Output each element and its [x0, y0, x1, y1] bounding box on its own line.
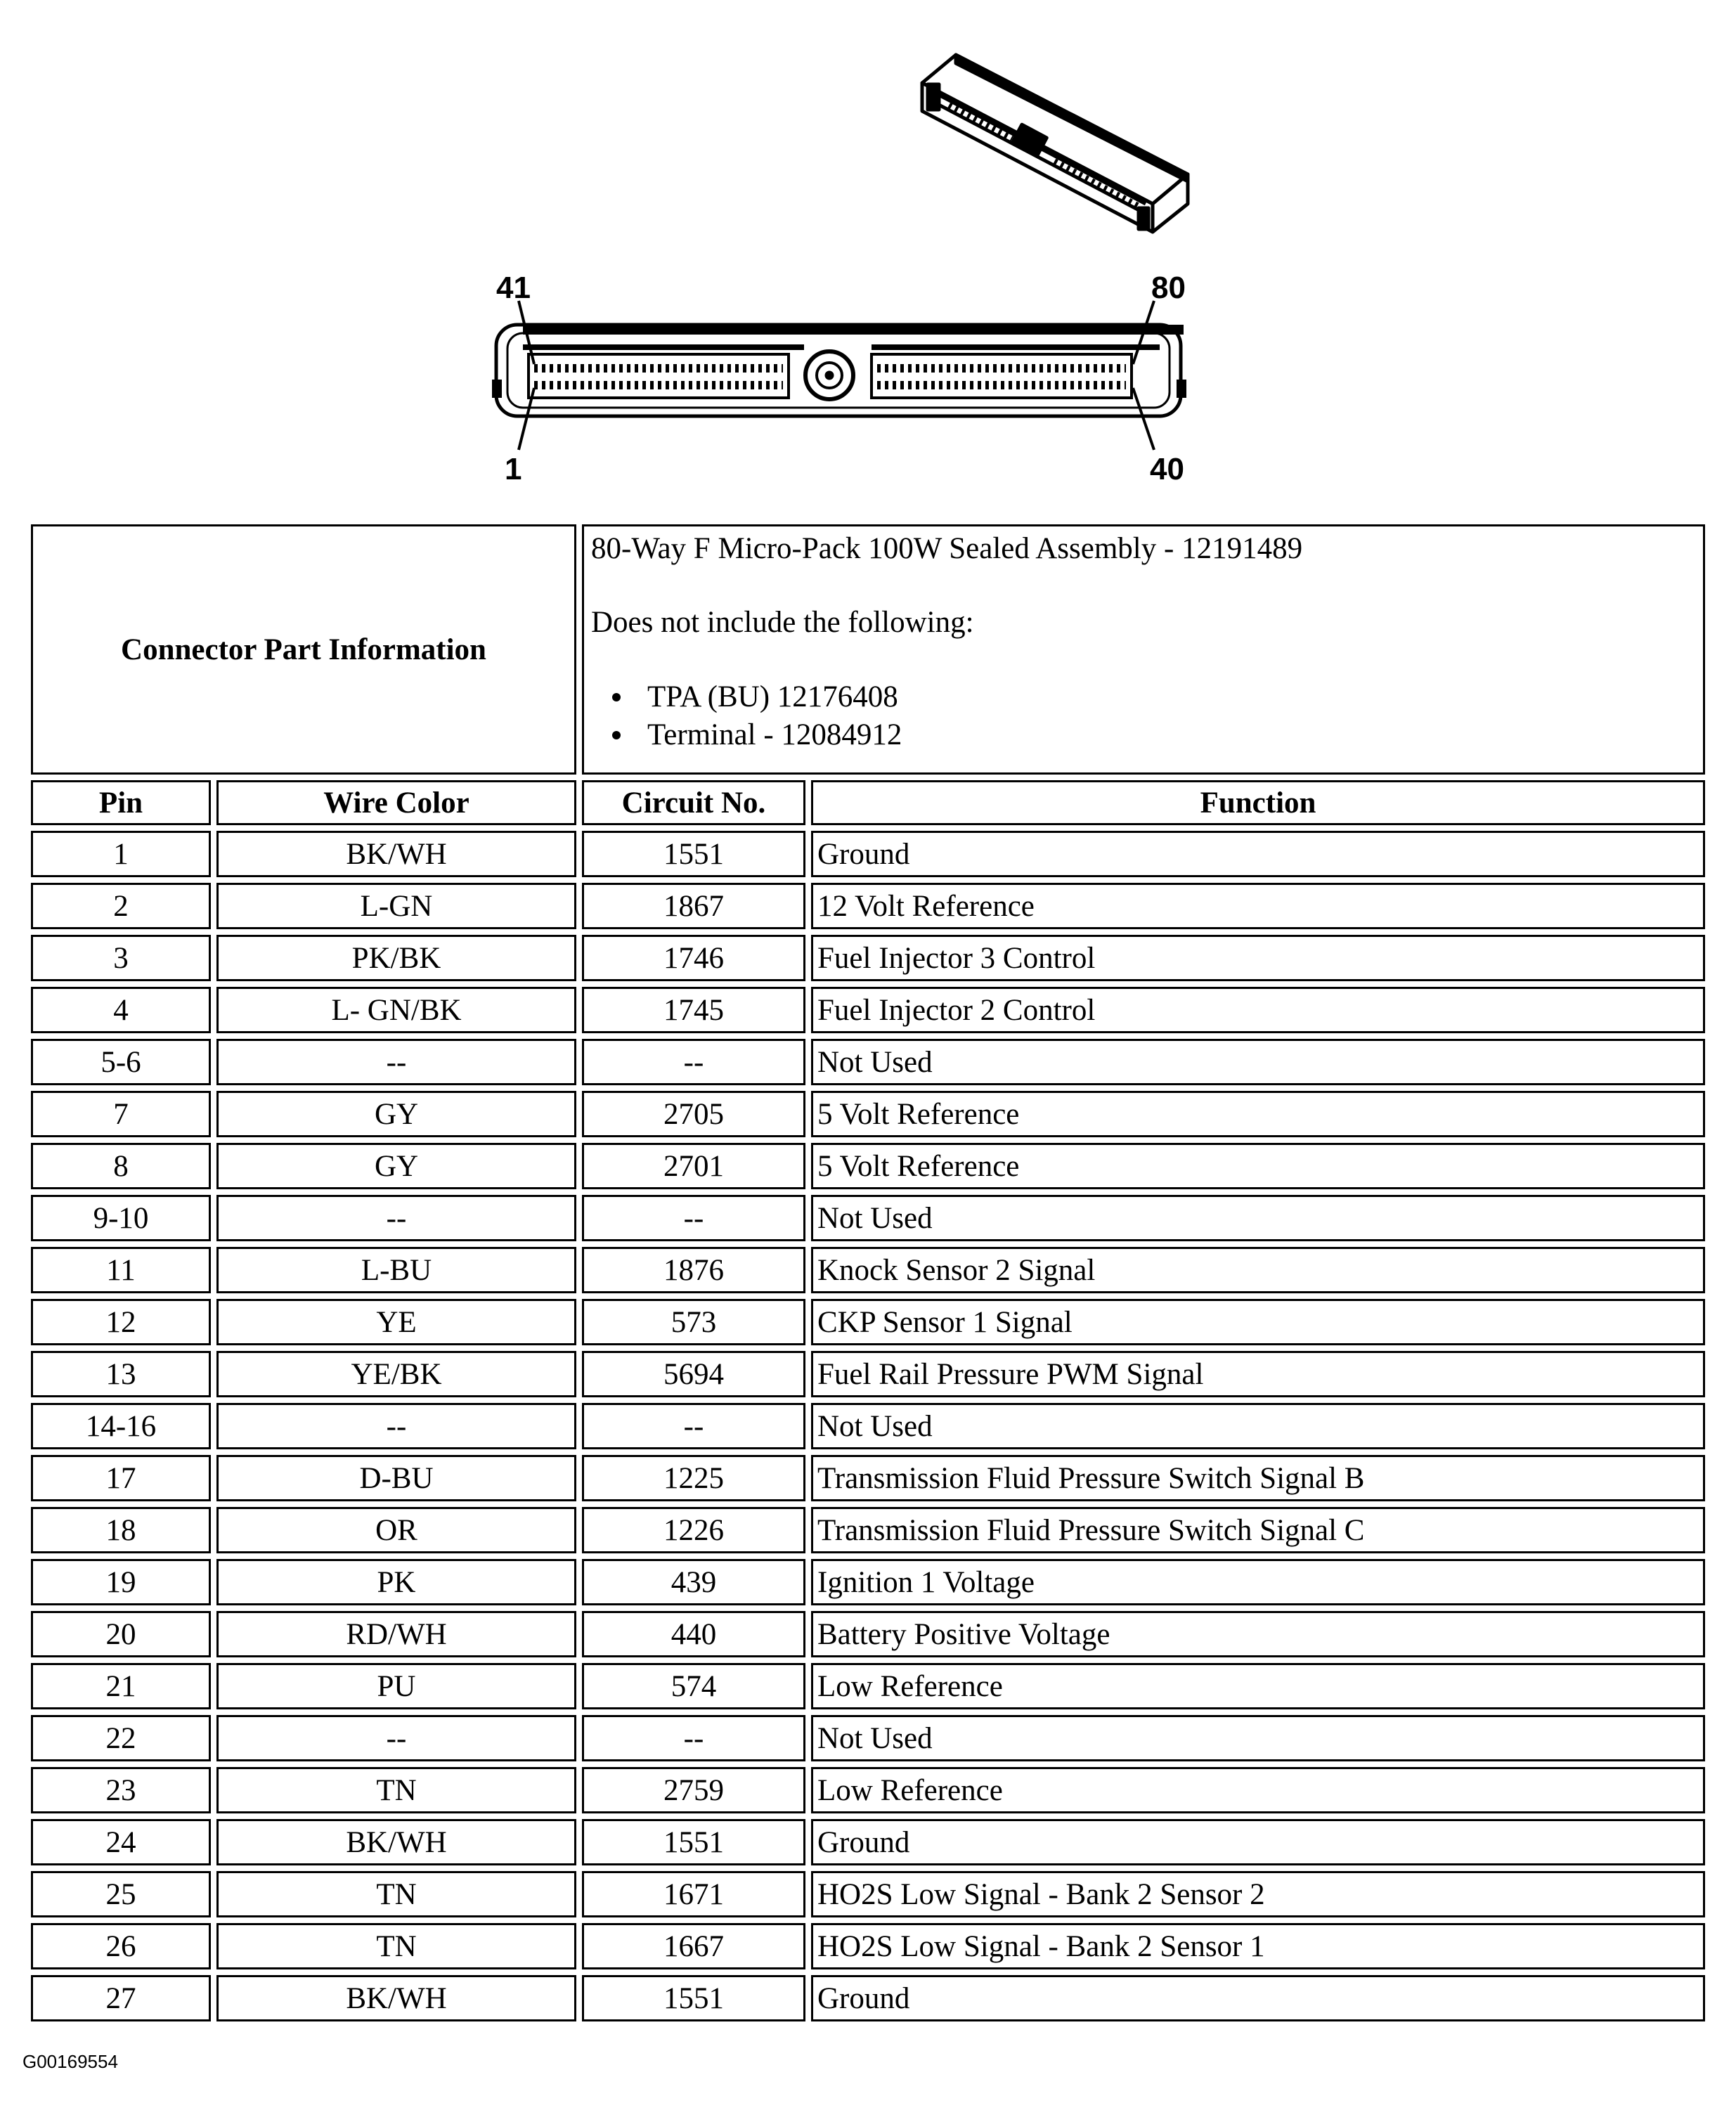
pin-cell: 1 [31, 831, 211, 877]
function-cell: Not Used [811, 1195, 1705, 1241]
circuit-number-cell: -- [582, 1039, 805, 1085]
column-header-circuit-no: Circuit No. [582, 780, 805, 825]
pinout-table [25, 519, 1711, 2027]
wire-color-cell: RD/WH [216, 1611, 576, 1657]
wire-color-cell: -- [216, 1715, 576, 1761]
circuit-number-cell: 1867 [582, 883, 805, 929]
table-row [31, 1923, 1705, 1969]
pin-label-80: 80 [1151, 271, 1186, 305]
table-row [31, 1715, 1705, 1761]
table-row [31, 1663, 1705, 1709]
circuit-number-cell: 1551 [582, 1819, 805, 1865]
wire-color-cell: L-BU [216, 1247, 576, 1293]
circuit-number-cell: 1671 [582, 1871, 805, 1917]
function-cell: HO2S Low Signal - Bank 2 Sensor 1 [811, 1923, 1705, 1969]
function-cell: Ignition 1 Voltage [811, 1559, 1705, 1605]
function-cell: 5 Volt Reference [811, 1091, 1705, 1137]
pin-cell: 27 [31, 1975, 211, 2021]
pin-cell: 14-16 [31, 1403, 211, 1449]
circuit-number-cell: 1551 [582, 831, 805, 877]
column-header-pin: Pin [31, 780, 211, 825]
pin-cell: 23 [31, 1767, 211, 1813]
pin-label-40: 40 [1150, 452, 1184, 486]
pin-cell: 18 [31, 1507, 211, 1553]
pin-cell: 9-10 [31, 1195, 211, 1241]
table-row [31, 1611, 1705, 1657]
connector-exclusion-note: Does not include the following: [591, 606, 974, 639]
pin-cell: 25 [31, 1871, 211, 1917]
wire-color-cell: YE [216, 1299, 576, 1345]
circuit-number-cell: -- [582, 1195, 805, 1241]
wire-color-cell: TN [216, 1871, 576, 1917]
wire-color-cell: PK/BK [216, 935, 576, 981]
wire-color-cell: YE/BK [216, 1351, 576, 1397]
circuit-number-cell: 1667 [582, 1923, 805, 1969]
function-cell: Transmission Fluid Pressure Switch Signal C [811, 1507, 1705, 1553]
table-row [31, 1351, 1705, 1397]
pin-cell: 22 [31, 1715, 211, 1761]
table-row [31, 1143, 1705, 1189]
pin-cell: 20 [31, 1611, 211, 1657]
wire-color-cell: L-GN [216, 883, 576, 929]
function-cell: Not Used [811, 1715, 1705, 1761]
pin-cell: 26 [31, 1923, 211, 1969]
wire-color-cell: TN [216, 1767, 576, 1813]
pin-cell: 5-6 [31, 1039, 211, 1085]
pin-cell: 4 [31, 987, 211, 1033]
pin-label-1: 1 [505, 452, 522, 486]
connector-info-row [31, 524, 1705, 775]
table-row [31, 1559, 1705, 1605]
circuit-number-cell: -- [582, 1715, 805, 1761]
circuit-number-cell: 1551 [582, 1975, 805, 2021]
circuit-number-cell: 2759 [582, 1767, 805, 1813]
connector-isometric-drawing [922, 55, 1188, 232]
function-cell: Battery Positive Voltage [811, 1611, 1705, 1657]
function-cell: Low Reference [811, 1767, 1705, 1813]
excluded-part-item: TPA (BU) 12176408 [647, 678, 1696, 716]
pin-cell: 21 [31, 1663, 211, 1709]
circuit-number-cell: 1226 [582, 1507, 805, 1553]
function-cell: Not Used [811, 1039, 1705, 1085]
table-row [31, 1195, 1705, 1241]
wire-color-cell: L- GN/BK [216, 987, 576, 1033]
wire-color-cell: GY [216, 1091, 576, 1137]
figure-code: G00169554 [22, 2051, 118, 2072]
function-cell: Fuel Injector 2 Control [811, 987, 1705, 1033]
wire-color-cell: BK/WH [216, 1975, 576, 2021]
function-cell: HO2S Low Signal - Bank 2 Sensor 2 [811, 1871, 1705, 1917]
circuit-number-cell: 1876 [582, 1247, 805, 1293]
circuit-number-cell: 2705 [582, 1091, 805, 1137]
column-header-function: Function [811, 780, 1705, 825]
wire-color-cell: GY [216, 1143, 576, 1189]
pin-cell: 8 [31, 1143, 211, 1189]
function-cell: Fuel Injector 3 Control [811, 935, 1705, 981]
table-row [31, 935, 1705, 981]
function-cell: 5 Volt Reference [811, 1143, 1705, 1189]
table-row [31, 1247, 1705, 1293]
wire-color-cell: -- [216, 1195, 576, 1241]
table-row [31, 1871, 1705, 1917]
wire-color-cell: OR [216, 1507, 576, 1553]
function-cell: Knock Sensor 2 Signal [811, 1247, 1705, 1293]
circuit-number-cell: 574 [582, 1663, 805, 1709]
pin-cell: 7 [31, 1091, 211, 1137]
connector-info-label: Connector Part Information [31, 524, 576, 775]
circuit-number-cell: 1746 [582, 935, 805, 981]
connector-face-view [492, 301, 1186, 450]
wire-color-cell: BK/WH [216, 831, 576, 877]
wire-color-cell: D-BU [216, 1455, 576, 1501]
excluded-parts-list [591, 678, 1696, 754]
pin-cell: 2 [31, 883, 211, 929]
table-row [31, 1507, 1705, 1553]
table-row [31, 1819, 1705, 1865]
table-row [31, 831, 1705, 877]
connector-figure [0, 0, 1736, 520]
table-row [31, 1767, 1705, 1813]
pin-cell: 19 [31, 1559, 211, 1605]
table-row [31, 883, 1705, 929]
function-cell: CKP Sensor 1 Signal [811, 1299, 1705, 1345]
column-header-wire-color: Wire Color [216, 780, 576, 825]
table-row [31, 1403, 1705, 1449]
circuit-number-cell: 1745 [582, 987, 805, 1033]
table-row [31, 1975, 1705, 2021]
function-cell: Transmission Fluid Pressure Switch Signal B [811, 1455, 1705, 1501]
wire-color-cell: -- [216, 1039, 576, 1085]
circuit-number-cell: 573 [582, 1299, 805, 1345]
circuit-number-cell: -- [582, 1403, 805, 1449]
connector-info-content [582, 524, 1705, 775]
pin-cell: 24 [31, 1819, 211, 1865]
table-row [31, 987, 1705, 1033]
function-cell: Ground [811, 1975, 1705, 2021]
pin-cell: 12 [31, 1299, 211, 1345]
table-header-row [31, 780, 1705, 825]
circuit-number-cell: 2701 [582, 1143, 805, 1189]
pin-cell: 13 [31, 1351, 211, 1397]
connector-assembly-title: 80-Way F Micro-Pack 100W Sealed Assembly - 12191489 [591, 532, 1303, 565]
wire-color-cell: -- [216, 1403, 576, 1449]
table-row [31, 1299, 1705, 1345]
table-row [31, 1455, 1705, 1501]
wire-color-cell: TN [216, 1923, 576, 1969]
function-cell: Fuel Rail Pressure PWM Signal [811, 1351, 1705, 1397]
wire-color-cell: PU [216, 1663, 576, 1709]
circuit-number-cell: 1225 [582, 1455, 805, 1501]
pin-label-41: 41 [496, 271, 531, 305]
table-row [31, 1039, 1705, 1085]
pin-cell: 3 [31, 935, 211, 981]
excluded-part-item: Terminal - 12084912 [647, 716, 1696, 754]
wire-color-cell: PK [216, 1559, 576, 1605]
function-cell: Ground [811, 1819, 1705, 1865]
function-cell: Ground [811, 831, 1705, 877]
table-row [31, 1091, 1705, 1137]
pin-cell: 17 [31, 1455, 211, 1501]
function-cell: 12 Volt Reference [811, 883, 1705, 929]
pin-cell: 11 [31, 1247, 211, 1293]
function-cell: Not Used [811, 1403, 1705, 1449]
function-cell: Low Reference [811, 1663, 1705, 1709]
wire-color-cell: BK/WH [216, 1819, 576, 1865]
circuit-number-cell: 439 [582, 1559, 805, 1605]
circuit-number-cell: 5694 [582, 1351, 805, 1397]
circuit-number-cell: 440 [582, 1611, 805, 1657]
